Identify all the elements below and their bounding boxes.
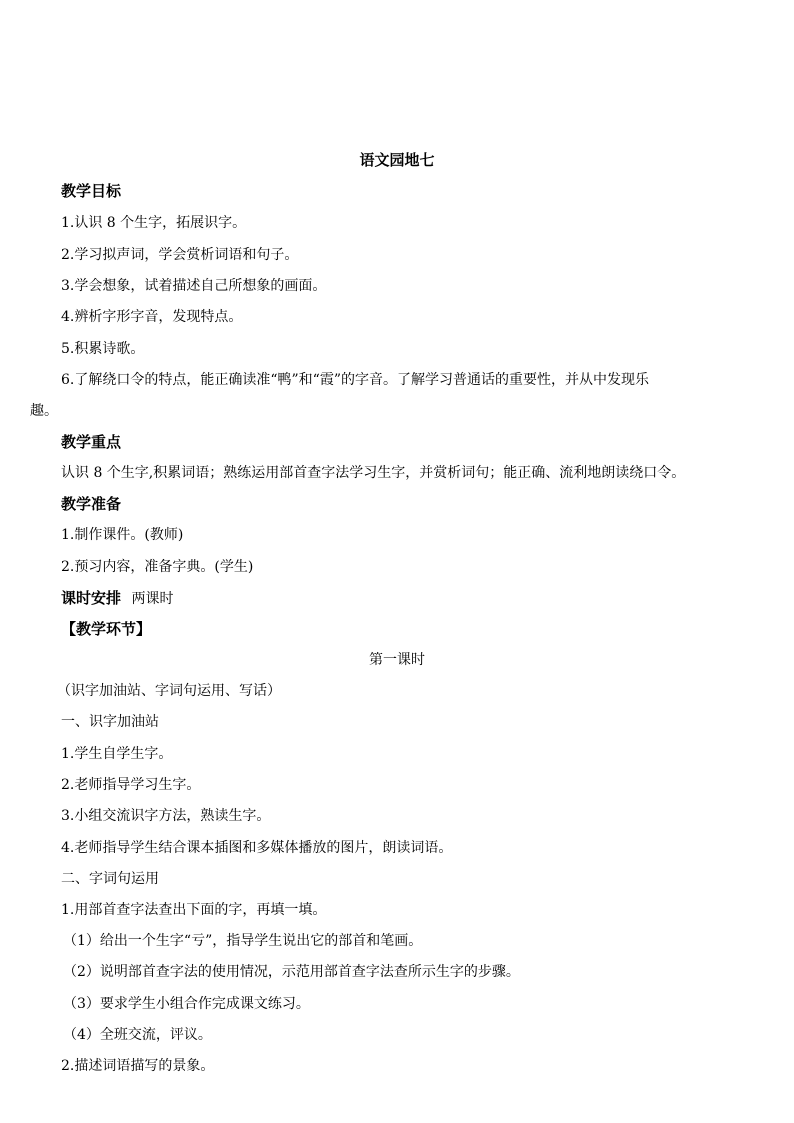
schedule-row bbox=[61, 588, 173, 609]
lesson-title: 第一课时 bbox=[369, 652, 425, 668]
goal-item: 4.辨析字形字音，发现特点。 bbox=[61, 309, 243, 325]
list-item: 1.学生自学生字。 bbox=[61, 746, 173, 762]
section-heading: 一、识字加油站 bbox=[61, 714, 159, 730]
key-points-heading: 教学重点 bbox=[61, 433, 122, 451]
preparation-heading: 教学准备 bbox=[61, 495, 122, 513]
goals-heading: 教学目标 bbox=[61, 182, 122, 200]
goal-item: 5.积累诗歌。 bbox=[61, 341, 145, 357]
page-title: 语文园地七 bbox=[359, 151, 435, 169]
preparation-item: 1.制作课件。(教师) bbox=[61, 527, 184, 543]
list-item: 4.老师指导学生结合课本插图和多媒体播放的图片，朗读词语。 bbox=[61, 840, 453, 856]
lesson-scope: （识字加油站、字词句运用、写话） bbox=[57, 683, 281, 699]
list-item: 2.描述词语描写的景象。 bbox=[61, 1058, 215, 1074]
goal-item: 2.学习拟声词，学会赏析词语和句子。 bbox=[61, 247, 299, 263]
sub-item: （4）全班交流，评议。 bbox=[63, 1027, 212, 1043]
schedule-value: 两课时 bbox=[131, 591, 174, 607]
list-item: 2.老师指导学习生字。 bbox=[61, 777, 201, 793]
sub-item: （3）要求学生小组合作完成课文练习。 bbox=[63, 996, 310, 1012]
sub-item: （2）说明部首查字法的使用情况，示范用部首查字法查所示生字的步骤。 bbox=[63, 964, 520, 980]
goal-item-continued: 趣。 bbox=[30, 403, 58, 419]
process-heading: 【教学环节】 bbox=[61, 620, 152, 638]
section-heading: 二、字词句运用 bbox=[61, 871, 159, 887]
list-item: 1.用部首查字法查出下面的字，再填一填。 bbox=[61, 902, 327, 918]
goal-item: 3.学会想象，试着描述自己所想象的画面。 bbox=[61, 278, 327, 294]
preparation-item: 2.预习内容，准备字典。(学生) bbox=[61, 559, 254, 575]
sub-item: （1）给出一个生字“亏”，指导学生说出它的部首和笔画。 bbox=[63, 933, 423, 949]
list-item: 3.小组交流识字方法，熟读生字。 bbox=[61, 808, 271, 824]
key-points-text: 认识 8 个生字,积累词语；熟练运用部首查字法学习生字，并赏析词句；能正确、流利地朗读绕口令。 bbox=[61, 465, 686, 481]
goal-item: 1.认识 8 个生字，拓展识字。 bbox=[61, 215, 247, 231]
schedule-heading: 课时安排 bbox=[61, 589, 122, 607]
goal-item: 6.了解绕口令的特点，能正确读准“鸭”和“霞”的字音。了解学习普通话的重要性，并从中发现乐 bbox=[61, 372, 649, 388]
